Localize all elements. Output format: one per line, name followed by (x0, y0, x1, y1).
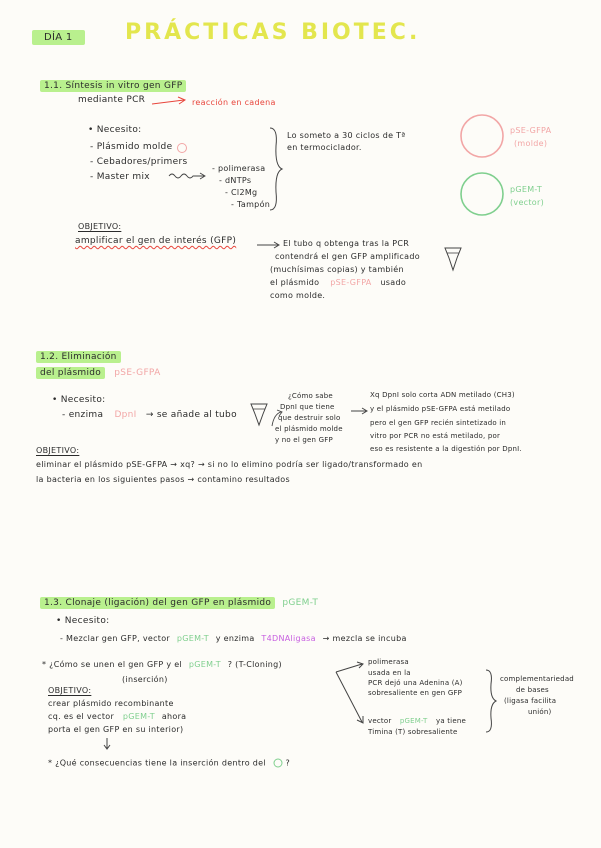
mix-line-b: y enzima (215, 634, 255, 643)
result-line-4-a: el plásmido (270, 278, 320, 287)
ans-line-2: y el plásmido pSE-GFPA está metilado (370, 405, 511, 413)
vec-line-2: Timina (T) sobresaliente (368, 728, 458, 736)
section-1-heading-2: mediante PCR (78, 95, 146, 105)
tube-icon (248, 400, 270, 428)
item-master-mix: - Master mix (90, 172, 150, 182)
section-3-vector: pGEM-T (282, 598, 319, 608)
tube-icon (442, 244, 464, 274)
arrow-icon (150, 94, 190, 110)
objective-2-line-2: la bacteria en los siguientes pasos → contamino resultados (36, 475, 290, 484)
enzyme-line-a: - enzima (62, 410, 104, 420)
ans-line-1: Xq DpnI solo corta ADN metilado (CH3) (370, 391, 515, 399)
objective-label-3: OBJETIVO: (48, 686, 92, 695)
arrow-icon (256, 240, 282, 250)
objective-3-line-2 (48, 712, 186, 721)
result-plasmid-name: pSE-GFPA (330, 278, 372, 287)
vector-circle-icon (273, 758, 283, 768)
final-question-b: ? (285, 758, 291, 768)
result-line-5: como molde. (270, 291, 326, 300)
split-arrows-icon (334, 660, 368, 730)
insercion-note: (inserción) (122, 675, 168, 684)
q-line-4: el plásmido molde (275, 425, 343, 433)
brace-icon (268, 126, 284, 212)
arrow-icon (350, 404, 370, 418)
green-vector-sub: (vector) (510, 198, 545, 207)
vec-name: pGEM-T (399, 717, 428, 725)
result-line-3: (muchísimas copias) y también (270, 265, 404, 274)
objective-text-1-value: amplificar el gen de interés (GFP) (75, 236, 237, 246)
pink-plasmid-label: pSE-GFPA (510, 126, 552, 135)
mix-vector: pGEM-T (176, 634, 209, 643)
pol-line-2: usada en la (368, 669, 411, 677)
tcloning-question (42, 660, 282, 669)
plasmid-circle-icon (176, 142, 188, 154)
day-label: DÍA 1 (32, 30, 85, 45)
mix-line (60, 634, 407, 643)
tcloning-q-b: ? (T-Cloning) (227, 660, 282, 669)
section-3-heading (40, 598, 318, 608)
enzyme-line (62, 410, 237, 420)
need-label-2: • Necesito: (52, 395, 106, 405)
result-line-1: El tubo q obtenga tras la PCR (283, 239, 410, 248)
vec-line-1-a: vector (368, 717, 392, 725)
page-title: PRÁCTICAS BIOTEC. (125, 20, 421, 45)
objective-3-line-2-a: cq. es el vector (48, 712, 115, 721)
green-vector-label: pGEM-T (510, 185, 543, 194)
result-line-2: contendrá el gen GFP amplificado (275, 252, 420, 261)
brace-icon (484, 668, 498, 734)
section-2-heading (36, 352, 121, 362)
pink-plasmid-circle (458, 112, 506, 160)
comp-line-3: (ligasa facilita (504, 697, 557, 705)
comp-line-1: complementariedad (500, 675, 574, 683)
enzyme-added: → se añade al tubo (145, 410, 237, 420)
tcloning-vector: pGEM-T (188, 660, 221, 669)
mix-line-a: - Mezclar gen GFP, vector (60, 634, 171, 643)
mm-tampon: - Tampón (231, 200, 271, 209)
pol-line-1: polimerasa (368, 658, 409, 666)
squiggle-arrow-icon (168, 170, 208, 182)
objective-3-line-1: crear plásmido recombinante (48, 699, 174, 708)
need-label-3: • Necesito: (56, 616, 110, 626)
mm-dntps: - dNTPs (219, 176, 252, 185)
pol-line-3: PCR dejó una Adenina (A) (368, 679, 463, 687)
item-plasmid: - Plásmido molde (90, 142, 173, 152)
need-label: • Necesito: (88, 125, 142, 135)
ans-line-5: eso es resistente a la digestión por DpnI. (370, 445, 522, 453)
ans-line-4: vitro por PCR no está metilado, por (370, 432, 501, 440)
mm-polimerasa: - polimerasa (212, 164, 266, 173)
objective-label-2: OBJETIVO: (36, 446, 80, 455)
objective-3-line-3: porta el gen GFP en su interior) (48, 725, 184, 734)
final-question-a: * ¿Qué consecuencias tiene la inserción dentro del (48, 758, 266, 768)
pol-line-4: sobresaliente en gen GFP (368, 689, 463, 697)
objective-2-line-1: eliminar el plásmido pSE-GFPA → xq? → si no lo elimino podría ser ligado/transformado en (36, 460, 423, 469)
item-primers: - Cebadores/primers (90, 157, 188, 167)
result-line-4-b: usado (380, 278, 407, 287)
final-question (48, 758, 290, 768)
brace-note-2: en termociclador. (287, 143, 362, 152)
section-2-heading-2 (36, 368, 161, 378)
objective-3-vector: pGEM-T (122, 712, 155, 721)
section-3-heading-value: 1.3. Clonaje (ligación) del gen GFP en plásmido (40, 597, 275, 609)
mix-enzyme: T4DNAligasa (261, 634, 316, 643)
comp-line-2: de bases (516, 686, 549, 694)
q-line-5: y no el gen GFP (275, 436, 333, 444)
q-line-3: que destruir solo (278, 414, 341, 422)
section-2-heading-2-value: del plásmido (36, 367, 105, 379)
mix-line-c: → mezcla se incuba (322, 634, 407, 643)
vec-line-1-b: ya tiene (435, 717, 466, 725)
ans-line-3: pero el gen GFP recién sintetizado in (370, 419, 507, 427)
result-line-4 (270, 278, 406, 287)
mm-cl2mg: - Cl2Mg (225, 188, 258, 197)
section-1-heading: 1.1. Síntesis in vitro gen GFP (40, 80, 186, 92)
pink-plasmid-sub: (molde) (514, 139, 548, 148)
tcloning-q-a: * ¿Cómo se unen el gen GFP y el (42, 660, 182, 669)
section-2-plasmid: pSE-GFPA (114, 368, 161, 378)
objective-text-1 (75, 236, 236, 246)
brace-note-1: Lo someto a 30 ciclos de Tª (287, 131, 406, 140)
objective-label-1: OBJETIVO: (78, 222, 122, 231)
comp-line-4: unión) (528, 708, 552, 716)
pcr-note: reacción en cadena (192, 98, 276, 107)
section-2-heading-value: 1.2. Eliminación (36, 351, 121, 363)
green-vector-circle (458, 170, 506, 218)
enzyme-name: DpnI (114, 410, 137, 420)
objective-3-line-2-b: ahora (161, 712, 187, 721)
q-line-1: ¿Cómo sabe (288, 392, 333, 400)
vec-line-1 (368, 717, 466, 725)
q-line-2: DpnI que tiene (280, 403, 335, 411)
arrow-down-icon (102, 737, 112, 751)
